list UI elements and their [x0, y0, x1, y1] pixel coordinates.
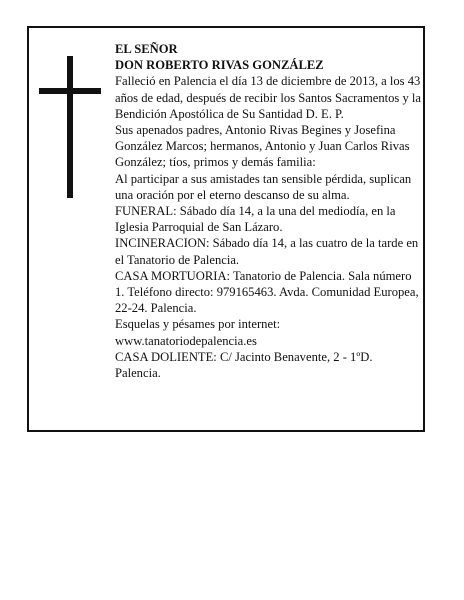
cross-horizontal-bar [39, 88, 101, 94]
notice-paragraph-cremation: INCINERACION: Sábado día 14, a las cuatro de la tarde en el Tanatorio de Palencia. [115, 236, 419, 267]
notice-paragraph-internet: Esquelas y pésames por internet: www.tanatoriodepalencia.es [115, 317, 281, 348]
notice-paragraph-request: Al participar a sus amistades tan sensible pérdida, suplican una oración por el eterno descanso de su alma. [115, 171, 412, 202]
notice-paragraph-death: Falleció en Palencia el día 13 de diciembre de 2013, a los 43 años de edad, después de recibir los Santos Sacramentos y la Bendición Apostólica de Su Santidad D. E. P. [115, 74, 422, 121]
notice-paragraph-family: Sus apenados padres, Antonio Rivas Begines y Josefina González Marcos; hermanos, Antonio y Juan Carlos Rivas González; tíos, primos y demás familia: [115, 123, 410, 170]
obituary-notice [27, 26, 425, 432]
cross-vertical-bar [67, 56, 73, 198]
notice-paragraph-funeral: FUNERAL: Sábado día 14, a la una del mediodía, en la Iglesia Parroquial de San Lázaro. [115, 204, 396, 235]
notice-title-line-2: DON ROBERTO RIVAS GONZÁLEZ [115, 58, 324, 73]
notice-title-line-1: EL SEÑOR [115, 42, 178, 56]
notice-paragraph-home: CASA DOLIENTE: C/ Jacinto Benavente, 2 - 1ºD. Palencia. [115, 349, 373, 381]
cross-icon [39, 56, 101, 198]
notice-paragraph-mortuary: CASA MORTUORIA: Tanatorio de Palencia. Sala número 1. Teléfono directo: 979165463. Avda. Comunidad Europea, 22-24. Palencia. [115, 268, 419, 316]
notice-text [115, 41, 421, 381]
